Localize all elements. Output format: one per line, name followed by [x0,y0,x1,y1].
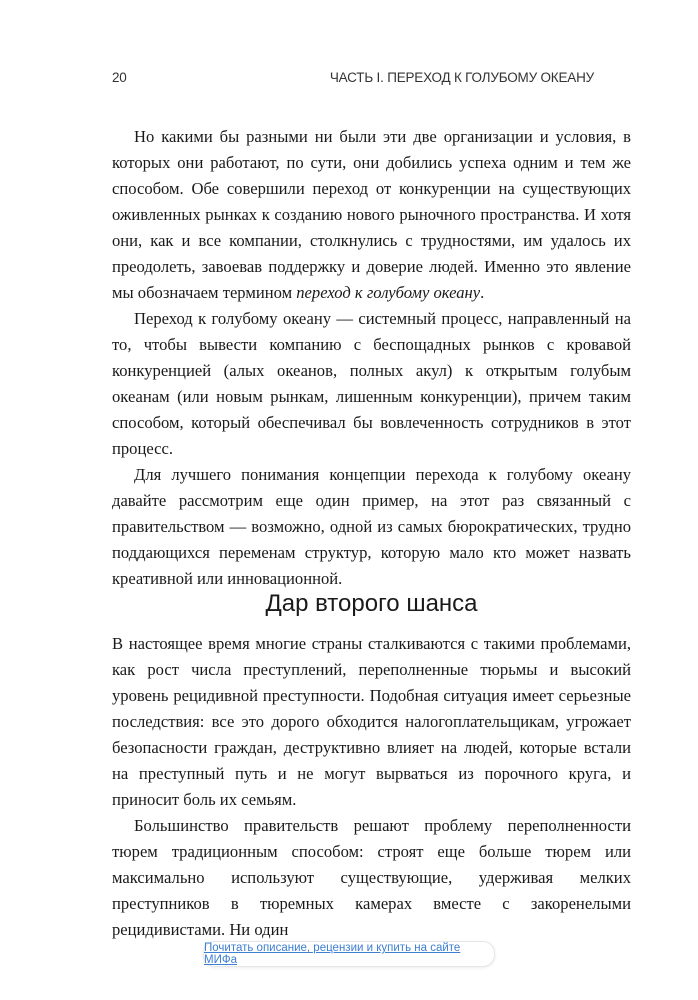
intro-paragraph-3: Для лучшего понимания концепции перехода к голубому океану давайте рассмотрим еще один пример, на этот раз связанный с правительством — возможно, одной из самых бюрократических, трудно поддающихся переменам структур, которую мало кто может назвать креативной или инновационной. [112,465,631,588]
promo-banner [203,941,495,967]
section-text [112,631,631,943]
section-paragraph-1: В настоящее время многие страны сталкиваются с такими проблемами, как рост числа преступлений, переполненные тюрьмы и высокий уровень рецидивной преступности. Подобная ситуация имеет серьезные последствия: все это дорого обходится налогоплательщикам, угрожает безопасности граждан, деструктивно влияет на людей, которые встали на преступный путь и не могут вырваться из порочного круга, и приносит боль их семьям. [112,634,631,809]
running-header [112,70,594,90]
page-number: 20 [112,70,127,85]
intro-paragraph-1 [112,124,631,306]
intro-paragraph-1-text: Но какими бы разными ни были эти две организации и условия, в которых они работают, по сути, они добились успеха одним и тем же способом. Обе совершили переход от конкуренции на существующих оживленных рынках к созданию нового рыночного пространства. И хотя они, как и все компании, столкнулись с трудностями, им удалось их преодолеть, завоевав поддержку и доверие людей. Именно это явление мы обозначаем термином [112,127,631,302]
term-emphasis: переход к голубому океану [296,283,481,302]
section-paragraph-2: Большинство правительств решают проблему переполненности тюрем традиционным способом: строят еще больше тюрем или максимально используют существующие, удерживая мелких преступников в тюремных камерах вместе с закоренелыми рецидивистами. Ни один [112,816,631,939]
intro-paragraph-2: Переход к голубому океану — системный процесс, направленный на то, чтобы вывести компанию с беспощадных рынков с кровавой конкуренцией (алых океанов, полных акул) к открытым голубым океанам (или новым рынкам, лишенным конкуренции), причем таким способом, который обеспечивал бы вовлеченность сотрудников в этот процесс. [112,309,631,458]
promo-link[interactable]: Почитать описание, рецензии и купить на сайте МИФа [204,942,461,966]
intro-text [112,124,631,592]
intro-paragraph-1-end: . [480,283,485,302]
section-heading: Дар второго шанса [265,590,478,617]
chapter-title: ЧАСТЬ I. ПЕРЕХОД К ГОЛУБОМУ ОКЕАНУ [329,70,594,85]
